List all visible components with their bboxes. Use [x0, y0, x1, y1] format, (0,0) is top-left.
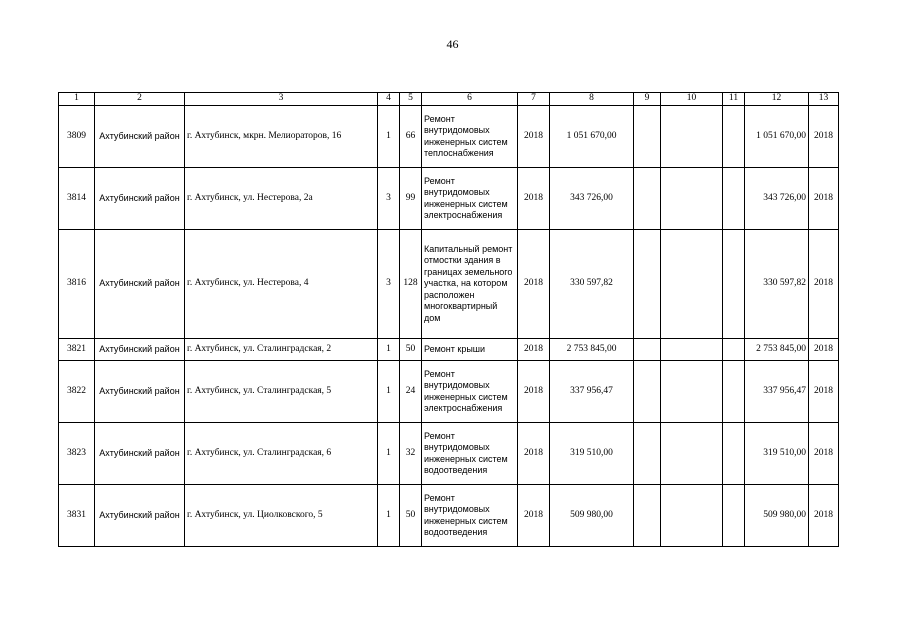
row-id-cell: 3809 — [59, 106, 95, 168]
col5-value-cell: 66 — [400, 106, 422, 168]
work-type-cell: Ремонт внутридомовых инженерных систем водоотведения — [422, 423, 518, 485]
table-row — [59, 339, 839, 361]
work-type-cell: Ремонт внутридомовых инженерных систем водоотведения — [422, 485, 518, 547]
address-cell: г. Ахтубинск, ул. Циолковского, 5 — [185, 485, 378, 547]
col9-value-cell — [634, 339, 661, 361]
col11-value-cell — [723, 168, 745, 230]
fund-cost-cell: 319 510,00 — [745, 423, 809, 485]
work-type-cell: Ремонт внутридомовых инженерных систем электроснабжения — [422, 361, 518, 423]
district-cell: Ахтубинский район — [95, 168, 185, 230]
col9-value-cell — [634, 168, 661, 230]
district-cell: Ахтубинский район — [95, 485, 185, 547]
col9-value-cell — [634, 230, 661, 339]
table-row — [59, 485, 839, 547]
col9-value-cell — [634, 106, 661, 168]
year-cell: 2018 — [518, 423, 550, 485]
address-cell: г. Ахтубинск, ул. Нестерова, 2а — [185, 168, 378, 230]
header-cell: 13 — [809, 93, 839, 106]
total-cost-cell: 330 597,82 — [550, 230, 634, 339]
col4-value-cell: 1 — [378, 361, 400, 423]
table-row — [59, 230, 839, 339]
col10-value-cell — [661, 361, 723, 423]
year-cell: 2018 — [518, 168, 550, 230]
total-cost-cell: 319 510,00 — [550, 423, 634, 485]
header-cell: 8 — [550, 93, 634, 106]
table-row — [59, 106, 839, 168]
row-id-cell: 3822 — [59, 361, 95, 423]
year-cell: 2018 — [518, 361, 550, 423]
col11-value-cell — [723, 339, 745, 361]
total-cost-cell: 343 726,00 — [550, 168, 634, 230]
district-cell: Ахтубинский район — [95, 230, 185, 339]
header-cell: 5 — [400, 93, 422, 106]
completion-year-cell: 2018 — [809, 339, 839, 361]
completion-year-cell: 2018 — [809, 361, 839, 423]
col5-value-cell: 50 — [400, 485, 422, 547]
header-cell: 9 — [634, 93, 661, 106]
row-id-cell: 3814 — [59, 168, 95, 230]
header-cell: 6 — [422, 93, 518, 106]
col4-value-cell: 3 — [378, 168, 400, 230]
address-cell: г. Ахтубинск, ул. Сталинградская, 6 — [185, 423, 378, 485]
fund-cost-cell: 1 051 670,00 — [745, 106, 809, 168]
header-cell: 2 — [95, 93, 185, 106]
total-cost-cell: 1 051 670,00 — [550, 106, 634, 168]
fund-cost-cell: 2 753 845,00 — [745, 339, 809, 361]
col11-value-cell — [723, 423, 745, 485]
col5-value-cell: 32 — [400, 423, 422, 485]
work-type-cell: Ремонт внутридомовых инженерных систем теплоснабжения — [422, 106, 518, 168]
row-id-cell: 3831 — [59, 485, 95, 547]
row-id-cell: 3823 — [59, 423, 95, 485]
col10-value-cell — [661, 423, 723, 485]
address-cell: г. Ахтубинск, мкрн. Мелиораторов, 16 — [185, 106, 378, 168]
table-header-row — [59, 93, 839, 106]
completion-year-cell: 2018 — [809, 168, 839, 230]
table-row — [59, 423, 839, 485]
col5-value-cell: 99 — [400, 168, 422, 230]
header-cell: 3 — [185, 93, 378, 106]
work-type-cell: Капитальный ремонт отмостки здания в границах земельного участка, на котором расположен многоквартирный дом — [422, 230, 518, 339]
header-cell: 7 — [518, 93, 550, 106]
total-cost-cell: 337 956,47 — [550, 361, 634, 423]
year-cell: 2018 — [518, 485, 550, 547]
page-number: 46 — [446, 37, 459, 51]
header-cell: 11 — [723, 93, 745, 106]
header-cell: 10 — [661, 93, 723, 106]
header-cell: 4 — [378, 93, 400, 106]
work-type-cell: Ремонт крыши — [422, 339, 518, 361]
col10-value-cell — [661, 230, 723, 339]
table-row — [59, 361, 839, 423]
col4-value-cell: 1 — [378, 423, 400, 485]
repair-program-table — [58, 92, 839, 547]
col11-value-cell — [723, 106, 745, 168]
header-cell: 12 — [745, 93, 809, 106]
table-row — [59, 168, 839, 230]
total-cost-cell: 2 753 845,00 — [550, 339, 634, 361]
col10-value-cell — [661, 106, 723, 168]
col4-value-cell: 1 — [378, 339, 400, 361]
completion-year-cell: 2018 — [809, 485, 839, 547]
col9-value-cell — [634, 361, 661, 423]
col4-value-cell: 1 — [378, 485, 400, 547]
col9-value-cell — [634, 485, 661, 547]
col10-value-cell — [661, 485, 723, 547]
completion-year-cell: 2018 — [809, 106, 839, 168]
col10-value-cell — [661, 339, 723, 361]
district-cell: Ахтубинский район — [95, 106, 185, 168]
header-cell: 1 — [59, 93, 95, 106]
col9-value-cell — [634, 423, 661, 485]
col5-value-cell: 50 — [400, 339, 422, 361]
col4-value-cell: 1 — [378, 106, 400, 168]
col5-value-cell: 24 — [400, 361, 422, 423]
completion-year-cell: 2018 — [809, 423, 839, 485]
district-cell: Ахтубинский район — [95, 339, 185, 361]
row-id-cell: 3816 — [59, 230, 95, 339]
fund-cost-cell: 343 726,00 — [745, 168, 809, 230]
col4-value-cell: 3 — [378, 230, 400, 339]
total-cost-cell: 509 980,00 — [550, 485, 634, 547]
fund-cost-cell: 337 956,47 — [745, 361, 809, 423]
year-cell: 2018 — [518, 230, 550, 339]
row-id-cell: 3821 — [59, 339, 95, 361]
fund-cost-cell: 330 597,82 — [745, 230, 809, 339]
district-cell: Ахтубинский район — [95, 423, 185, 485]
work-type-cell: Ремонт внутридомовых инженерных систем электроснабжения — [422, 168, 518, 230]
address-cell: г. Ахтубинск, ул. Нестерова, 4 — [185, 230, 378, 339]
fund-cost-cell: 509 980,00 — [745, 485, 809, 547]
col11-value-cell — [723, 485, 745, 547]
address-cell: г. Ахтубинск, ул. Сталинградская, 5 — [185, 361, 378, 423]
year-cell: 2018 — [518, 106, 550, 168]
table-body — [59, 93, 839, 547]
col10-value-cell — [661, 168, 723, 230]
col11-value-cell — [723, 230, 745, 339]
address-cell: г. Ахтубинск, ул. Сталинградская, 2 — [185, 339, 378, 361]
completion-year-cell: 2018 — [809, 230, 839, 339]
district-cell: Ахтубинский район — [95, 361, 185, 423]
col5-value-cell: 128 — [400, 230, 422, 339]
year-cell: 2018 — [518, 339, 550, 361]
col11-value-cell — [723, 361, 745, 423]
